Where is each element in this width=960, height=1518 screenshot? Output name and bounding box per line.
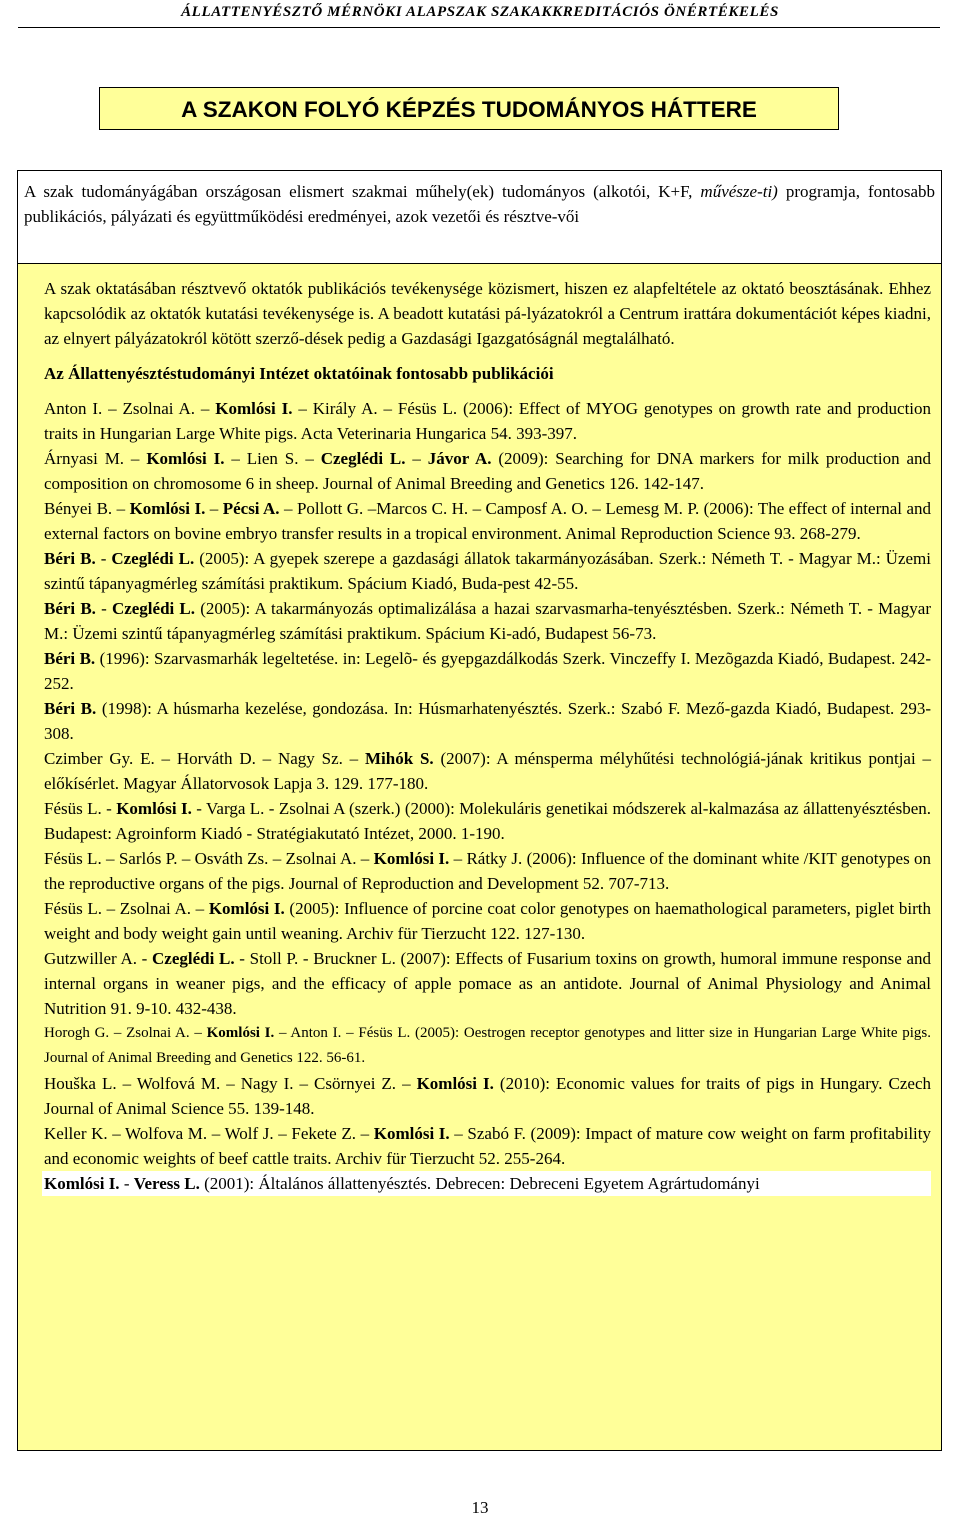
reference-text: – Király A. – Fésüs L. (2006): Effect of MYOG genotypes on growth rate and production traits in Hungarian Large White pigs. Acta Veterinaria Hungarica 54. 393-397.: [44, 399, 932, 443]
reference-text: (2001): Általános állattenyésztés. Debrecen: Debreceni Egyetem Agrártudományi: [199, 1174, 760, 1193]
reference-item: [44, 446, 931, 496]
reference-text: – Rátky J. (2006): Influence of the dominant white /KIT genotypes on the reproductive organs of the pigs. Journal of Reproduction and Development 52. 707-713.: [44, 849, 932, 893]
reference-item: [42, 1171, 931, 1196]
reference-author-highlight: Komlósi I.: [208, 899, 285, 918]
reference-text: Keller K. – Wolfova M. – Wolf J. – Fekete Z. –: [44, 1124, 374, 1143]
reference-item: [44, 946, 931, 1021]
reference-text: (2009): Searching for DNA markers for milk production and composition on chromosome 6 in sheep. Journal of Animal Breeding and Genetics 126. 142-147.: [44, 449, 932, 493]
reference-author-highlight: Komlósi I.: [116, 799, 192, 818]
reference-item: [44, 746, 931, 796]
reference-item: [44, 596, 931, 646]
reference-text: -: [119, 1174, 134, 1193]
reference-text: – Szabó F. (2009): Impact of mature cow weight on farm profitability and economic weights of beef cattle traits. Archiv für Tierzucht 52. 255-264.: [44, 1124, 931, 1168]
reference-author-highlight: Komlósi I.: [206, 1025, 275, 1041]
reference-author-highlight: Mihók S.: [364, 749, 434, 768]
reference-text: Czimber Gy. E. – Horváth D. – Nagy Sz. –: [44, 749, 365, 768]
intro-box: [17, 170, 942, 263]
reference-text: Bényei B. –: [44, 499, 130, 518]
reference-text: -: [95, 599, 112, 618]
reference-text: (2005): A gyepek szerepe a gazdasági állatok takarmányozásában. Szerk.: Németh T. - Magyar M.: Üzemi szintű tápanyagmérleg számítási praktikum. Spácium Kiadó, Buda-pest 42-55.: [44, 549, 931, 593]
intro-text: A szak tudományágában országosan elismert szakmai műhely(ek) tudományos (alkotói, K+F,: [24, 182, 701, 201]
reference-item: [44, 696, 931, 746]
header-rule: [18, 27, 940, 28]
reference-author-highlight: Komlósi I.: [129, 499, 206, 518]
page-number: 13: [471, 1498, 489, 1517]
reference-text: (1996): Szarvasmarhák legeltetése. in: Legelõ- és gyepgazdálkodás Szerk. Vinczeffy I. Mezõgazda Kiadó, Budapest. 242-252.: [44, 649, 931, 693]
reference-author-highlight: Komlósi I.: [146, 449, 225, 468]
section-title: A SZAKON FOLYÓ KÉPZÉS TUDOMÁNYOS HÁTTERE: [99, 87, 839, 130]
reference-text: Gutzwiller A. -: [44, 949, 152, 968]
reference-text: (2007): A ménsperma mélyhűtési technológiá-jának kritikus pontjai – előkísérlet. Magyar Állatorvosok Lapja 3. 129. 177-180.: [44, 749, 931, 793]
reference-text: - Varga L. - Zsolnai A (szerk.) (2000): Molekuláris genetikai módszerek al-kalmazása az állattenyésztésben. Budapest: Agroinform Kiadó - Stratégiakutató Intézet, 2000. 1-190.: [44, 799, 932, 843]
intro-italic: művésze-ti): [700, 182, 778, 201]
reference-author-highlight: Czeglédi L.: [111, 549, 195, 568]
reference-text: (1998): A húsmarha kezelése, gondozása. In: Húsmarhatenyésztés. Szerk.: Szabó F. Mező-gazda Kiadó, Budapest. 293-308.: [44, 699, 931, 743]
running-header: ÁLLATTENYÉSZTŐ MÉRNÖKI ALAPSZAK SZAKAKKREDITÁCIÓS ÖNÉRTÉKELÉS: [181, 4, 779, 20]
reference-text: – Pollott G. –Marcos C. H. – Camposf A. O. – Lemesg M. P. (2006): The effect of internal and external factors on bovine embryo transfer results in a tropical environment. Animal Reproduction Science 93. 268-279.: [44, 499, 932, 543]
reference-text: –: [205, 499, 223, 518]
reference-text: – Anton I. – Fésüs L. (2005): Oestrogen receptor genotypes and litter size in Hungarian Large White pigs. Journal of Animal Breeding and Genetics 122. 56-61.: [44, 1025, 931, 1066]
reference-text: (2005): A takarmányozás optimalizálása a hazai szarvasmarha-tenyésztésben. Szerk.: Németh T. - Magyar M.: Üzemi szintű tápanyagmérleg számítási praktikum. Spácium Ki-adó, Budapest 56-73.: [44, 599, 931, 643]
intro-text-end: programja, fontosabb publikációs, pályázati és együttműködési eredményei, azok vezetői és résztve-vői: [24, 182, 935, 226]
reference-item: [44, 646, 931, 696]
reference-author-highlight: Béri B.: [44, 699, 97, 718]
publications-heading: Az Állattenyésztéstudományi Intézet oktatóinak fontosabb publikációi: [44, 364, 554, 383]
reference-item: [44, 1121, 931, 1171]
reference-text: – Lien S. –: [224, 449, 321, 468]
reference-author-highlight: Jávor A.: [427, 449, 492, 468]
reference-author-highlight: Komlósi I.: [416, 1074, 494, 1093]
reference-author-highlight: Komlósi I.: [373, 1124, 450, 1143]
reference-text: Fésüs L. – Zsolnai A. –: [44, 899, 209, 918]
reference-author-highlight: Béri B.: [44, 649, 96, 668]
reference-list: [44, 396, 931, 1196]
reference-item: [44, 1071, 931, 1121]
reference-text: - Stoll P. - Bruckner L. (2007): Effects of Fusarium toxins on growth, humoral immune response and internal organs in weaner pigs, and the efficacy of apple pomace as an antidote. Journal of Animal Physiology and Animal Nutrition 91. 9-10. 432-438.: [44, 949, 931, 1018]
reference-author-highlight: Komlósi I.: [44, 1174, 120, 1193]
reference-author-highlight: Pécsi A.: [222, 499, 280, 518]
reference-author-highlight: Czeglédi L.: [320, 449, 406, 468]
reference-author-highlight: Béri B.: [44, 599, 96, 618]
reference-item: [44, 1021, 931, 1071]
reference-item: [44, 496, 931, 546]
reference-author-highlight: Komlósi I.: [215, 399, 293, 418]
reference-text: Fésüs L. – Sarlós P. – Osváth Zs. – Zsolnai A. –: [44, 849, 374, 868]
reference-item: [44, 846, 931, 896]
reference-author-highlight: Czeglédi L.: [111, 599, 196, 618]
content-box: [17, 263, 942, 1451]
reference-text: (2010): Economic values for traits of pigs in Hungary. Czech Journal of Animal Science 55. 139-148.: [44, 1074, 932, 1118]
reference-text: Houška L. – Wolfová M. – Nagy I. – Csörnyei Z. –: [44, 1074, 417, 1093]
reference-text: –: [405, 449, 428, 468]
reference-text: -: [95, 549, 112, 568]
reference-item: [44, 796, 931, 846]
reference-author-highlight: Czeglédi L.: [152, 949, 235, 968]
reference-item: [44, 896, 931, 946]
reference-text: (2005): Influence of porcine coat color genotypes on haemathological parameters, piglet birth weight and body weight gain until weaning. Archiv für Tierzucht 122. 127-130.: [44, 899, 932, 943]
reference-text: Anton I. – Zsolnai A. –: [44, 399, 216, 418]
reference-text: Árnyasi M. –: [44, 449, 147, 468]
reference-item: [44, 396, 931, 446]
body-paragraph: A szak oktatásában résztvevő oktatók publikációs tevékenysége közismert, hiszen ez alapfeltétele az oktató beosztásának. Ehhez kapcsolódik az oktatók kutatási tevékenysége is. A beadott kutatási pá-lyázatokról a Centrum irattára dokumentációt képes kiadni, az elnyert pályázatokról kötött szerző-dések pedig a Gazdasági Igazgatóságnál megtalálható.: [44, 279, 931, 348]
reference-item: [44, 546, 931, 596]
reference-text: Fésüs L. -: [44, 799, 117, 818]
reference-text: Horogh G. – Zsolnai A. –: [44, 1025, 207, 1041]
reference-author-highlight: Veress L.: [133, 1174, 200, 1193]
reference-author-highlight: Béri B.: [44, 549, 96, 568]
reference-author-highlight: Komlósi I.: [373, 849, 450, 868]
